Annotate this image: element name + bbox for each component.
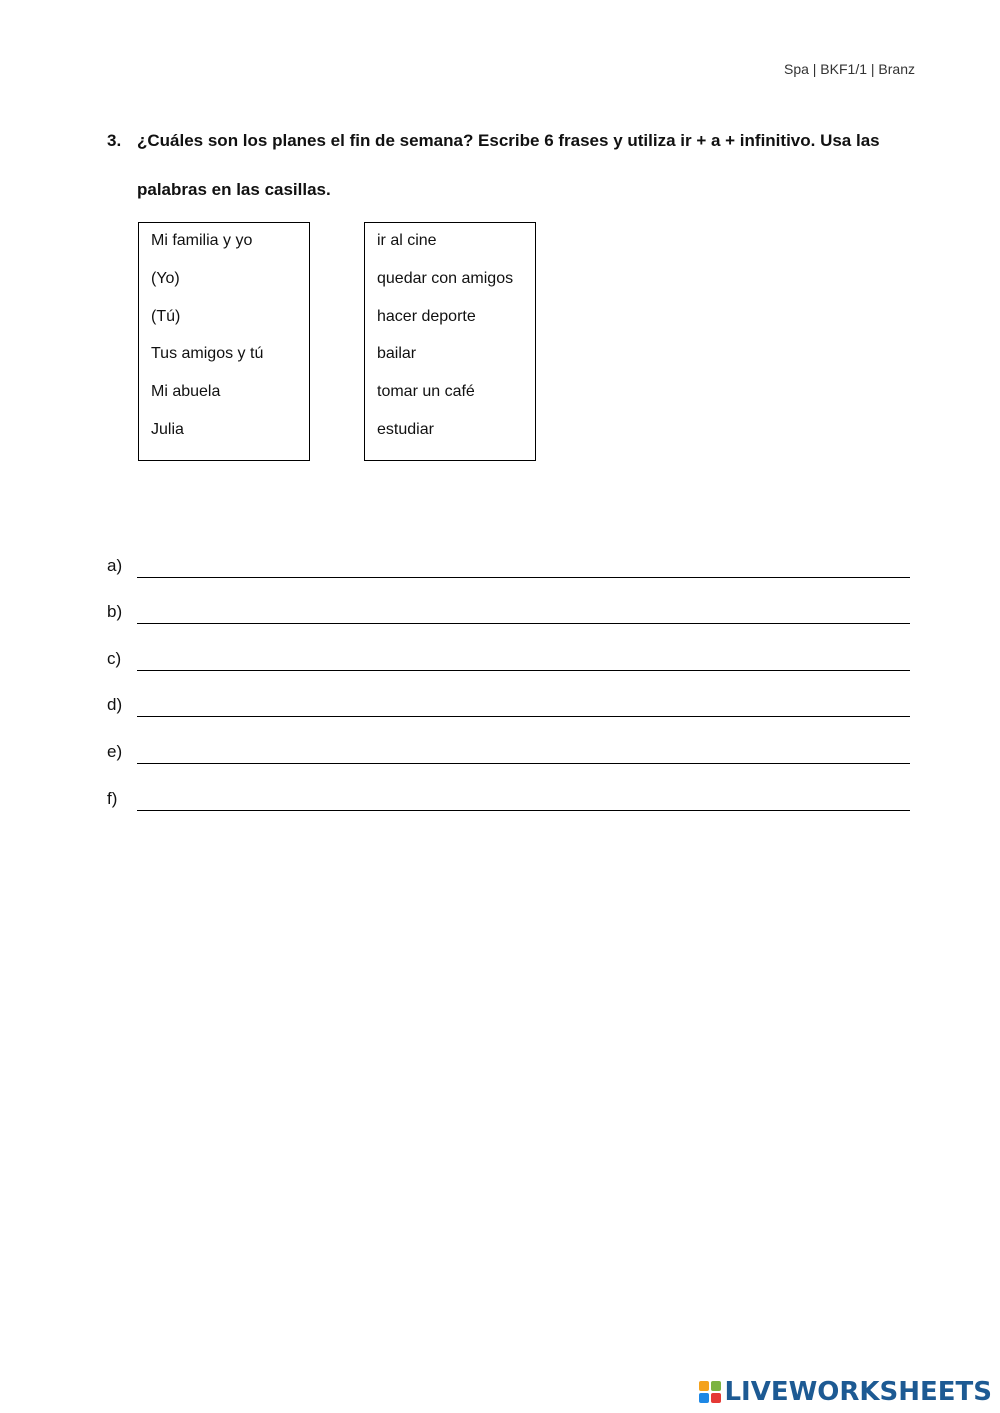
activity-item: tomar un café [377, 383, 475, 401]
logo-square-icon [699, 1393, 709, 1403]
answer-row-a [107, 533, 910, 580]
answer-blank-d[interactable] [137, 698, 910, 717]
activity-item: ir al cine [377, 232, 437, 249]
answer-blank-a[interactable] [137, 559, 910, 578]
header-reference: Spa | BKF1/1 | Branz [783, 61, 915, 77]
subject-item: Mi abuela [151, 383, 221, 401]
logo-square-icon [699, 1381, 709, 1391]
subject-item: Tus amigos y tú [151, 345, 264, 363]
subjects-box [138, 222, 310, 461]
answer-blank-b[interactable] [137, 605, 910, 624]
answer-row-c [107, 626, 910, 673]
answer-list [107, 533, 910, 813]
logo-square-icon [711, 1381, 721, 1391]
answer-row-b [107, 580, 910, 627]
activity-item: bailar [377, 345, 417, 363]
logo-text: LIVEWORKSHEETS [724, 1377, 992, 1407]
subject-item: Mi familia y yo [151, 232, 253, 249]
answer-blank-c[interactable] [137, 652, 910, 671]
activity-item: quedar con amigos [377, 269, 514, 287]
answer-letter: b) [107, 602, 123, 622]
answer-letter: e) [107, 741, 123, 761]
question-text: ¿Cuáles son los planes el fin de semana? Escribe 6 frases y utiliza ir + a + infinitivo. Usa las palabras en las casillas. [137, 131, 880, 199]
question-number: 3. [107, 131, 122, 150]
answer-letter: c) [107, 648, 122, 668]
logo-mark-icon [699, 1381, 721, 1403]
answer-row-f [107, 766, 910, 813]
subject-item: (Tú) [151, 307, 181, 325]
activities-list [377, 229, 535, 456]
subject-item: (Yo) [151, 269, 180, 287]
answer-blank-f[interactable] [137, 792, 910, 811]
logo-square-icon [711, 1393, 721, 1403]
answer-letter: a) [107, 555, 123, 575]
activity-item: estudiar [377, 420, 434, 438]
answer-letter: f) [107, 788, 118, 808]
answer-letter: d) [107, 695, 123, 715]
answer-row-e [107, 719, 910, 766]
liveworksheets-logo [699, 1377, 992, 1407]
activities-box [364, 222, 536, 461]
activity-item: hacer deporte [377, 307, 476, 325]
subject-item: Julia [151, 420, 184, 438]
answer-blank-e[interactable] [137, 745, 910, 764]
answer-row-d [107, 673, 910, 720]
subjects-list [151, 229, 309, 456]
